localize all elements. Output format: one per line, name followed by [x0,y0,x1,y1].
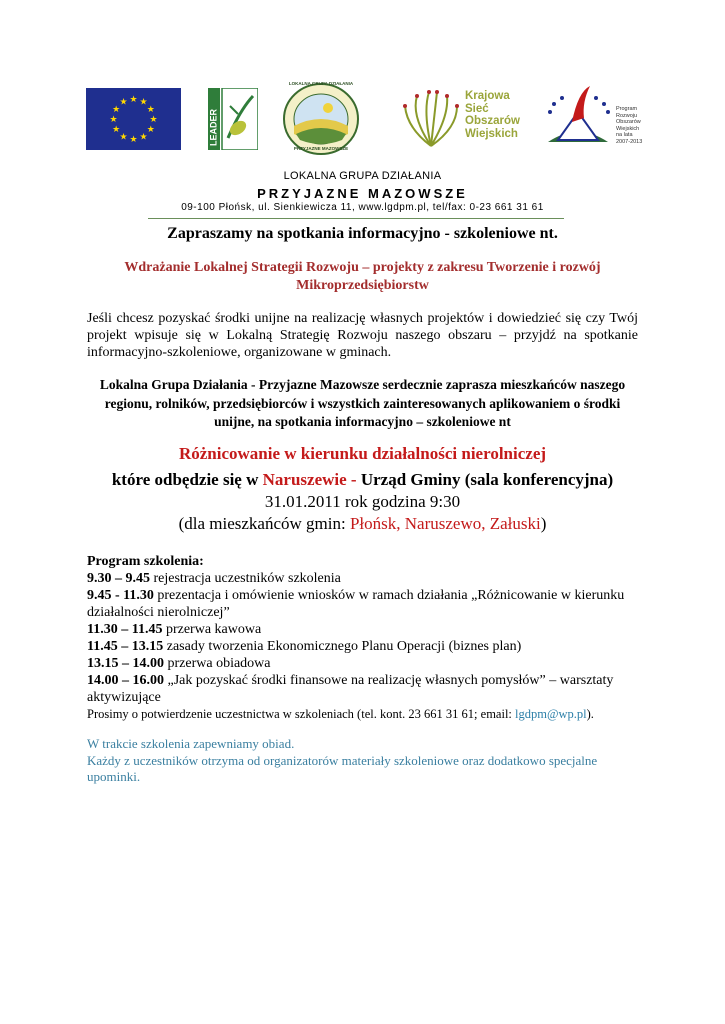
event-communes: Płońsk, Naruszewo, Załuski [349,514,541,533]
lgd-logo [282,82,360,156]
footer-line: Każdy z uczestników otrzyma od organizatorów materiały szkoleniowe oraz dodatkowo specjalne upominki. [87,752,598,784]
program-section [87,553,642,723]
eu-star-icon: ★ [109,114,118,124]
program-item: 9.30 – 9.45 rejestracja uczestników szkolenia [87,571,341,586]
eu-star-icon: ★ [139,96,148,107]
subtitle: Wdrażanie Lokalnej Strategii Rozwoju – projekty z zakresu Tworzenie i rozwój Mikroprzedsiębiorstw [124,260,601,293]
event-topic: Różnicowanie w kierunku działalności nierolniczej [178,444,547,463]
intro-paragraph: Jeśli chcesz pozyskać środki unijne na realizację własnych projektów i dowiedzieć się czy Twój projekt wpisuje się w Lokalną Strategię Rozwoju naszego obszaru – przyjdź na spotkanie informacyjno-szkoleniowe, organizowane w gminach. [87,311,638,360]
leader-text: LEADER [208,108,219,146]
program-item: 11.45 – 13.15 zasady tworzenia Ekonomicznego Planu Operacji (biznes plan) [87,639,522,654]
header-org: LOKALNA GRUPA DZIAŁANIA [283,170,442,182]
program-item: 13.15 – 14.00 przerwa obiadowa [87,656,271,671]
footer-notes [87,736,647,786]
leader-logo [208,88,258,150]
program-item: 11.30 – 11.45 przerwa kawowa [87,622,262,637]
eu-star-icon: ★ [119,96,128,107]
header-divider [148,218,564,219]
footer-line: W trakcie szkolenia zapewniamy obiad. [87,736,295,751]
event-datetime: 31.01.2011 rok godzina 9:30 [264,492,461,511]
eu-star-icon: ★ [146,104,155,114]
eu-star-icon: ★ [112,124,121,134]
header-address: 09-100 Płońsk, ul. Sienkiewicza 11, www.lgdpm.pl, tel/fax: 0-23 661 31 61 [181,202,544,213]
eu-star-icon: ★ [129,134,138,144]
event-location: Naruszewie - [262,470,357,489]
program-item: 14.00 – 16.00 „Jak pozyskać środki finansowe na realizację własnych pomysłów” – warsztaty aktywizujące [87,673,614,705]
eu-star-icon: ★ [129,94,138,104]
event-communes-line: (dla mieszkańców gmin: Płońsk, Naruszewo, Załuski) [178,514,547,533]
ksow-text: Krajowa Sieć Obszarów Wiejskich [465,90,520,140]
confirm-note: Prosimy o potwierdzenie uczestnictwa w szkoleniach (tel. kont. 23 661 31 61; email: lgdpm@wp.pl). [87,707,594,721]
program-heading: Program szkolenia: [87,554,204,569]
prow-text: Program Rozwoju Obszarów Wiejskich na lata 2007-2013 [616,106,643,145]
lgd-bottom-text: PRZYJAZNE MAZOWSZE [293,146,349,151]
page-title: Zapraszamy na spotkania informacyjno - szkoleniowe nt. [167,225,558,242]
lgd-ring-text: LOKALNA GRUPA DZIAŁANIA [288,81,354,86]
eu-star-icon: ★ [146,124,155,134]
eu-star-icon: ★ [112,104,121,114]
header-name: PRZYJAZNE MAZOWSZE [257,186,468,201]
eu-star-icon: ★ [139,131,148,142]
eu-star-icon: ★ [119,131,128,142]
eu-star-icon: ★ [149,114,158,124]
logo-bar [86,80,646,162]
eu-flag-icon [86,88,181,150]
event-location-line: które odbędzie się w Naruszewie - Urząd Gminy (sala konferencyjna) [111,470,614,489]
invitation-text: Lokalna Grupa Działania - Przyjazne Mazowsze serdecznie zaprasza mieszkańców naszego regionu, rolników, przedsiębiorców i wszystkich zainteresowanych aplikowaniem o środki unijne, na spotkania informacyjno – szkoleniowe nt [99,377,626,429]
email-link[interactable]: lgdpm@wp.pl [515,707,587,721]
program-item: 9.45 - 11.30 prezentacja i omówienie wniosków w ramach działania „Różnicowanie w kierunku działalności nierolniczej” [87,588,625,620]
prow-logo [538,82,648,154]
ksow-logo [401,86,520,152]
